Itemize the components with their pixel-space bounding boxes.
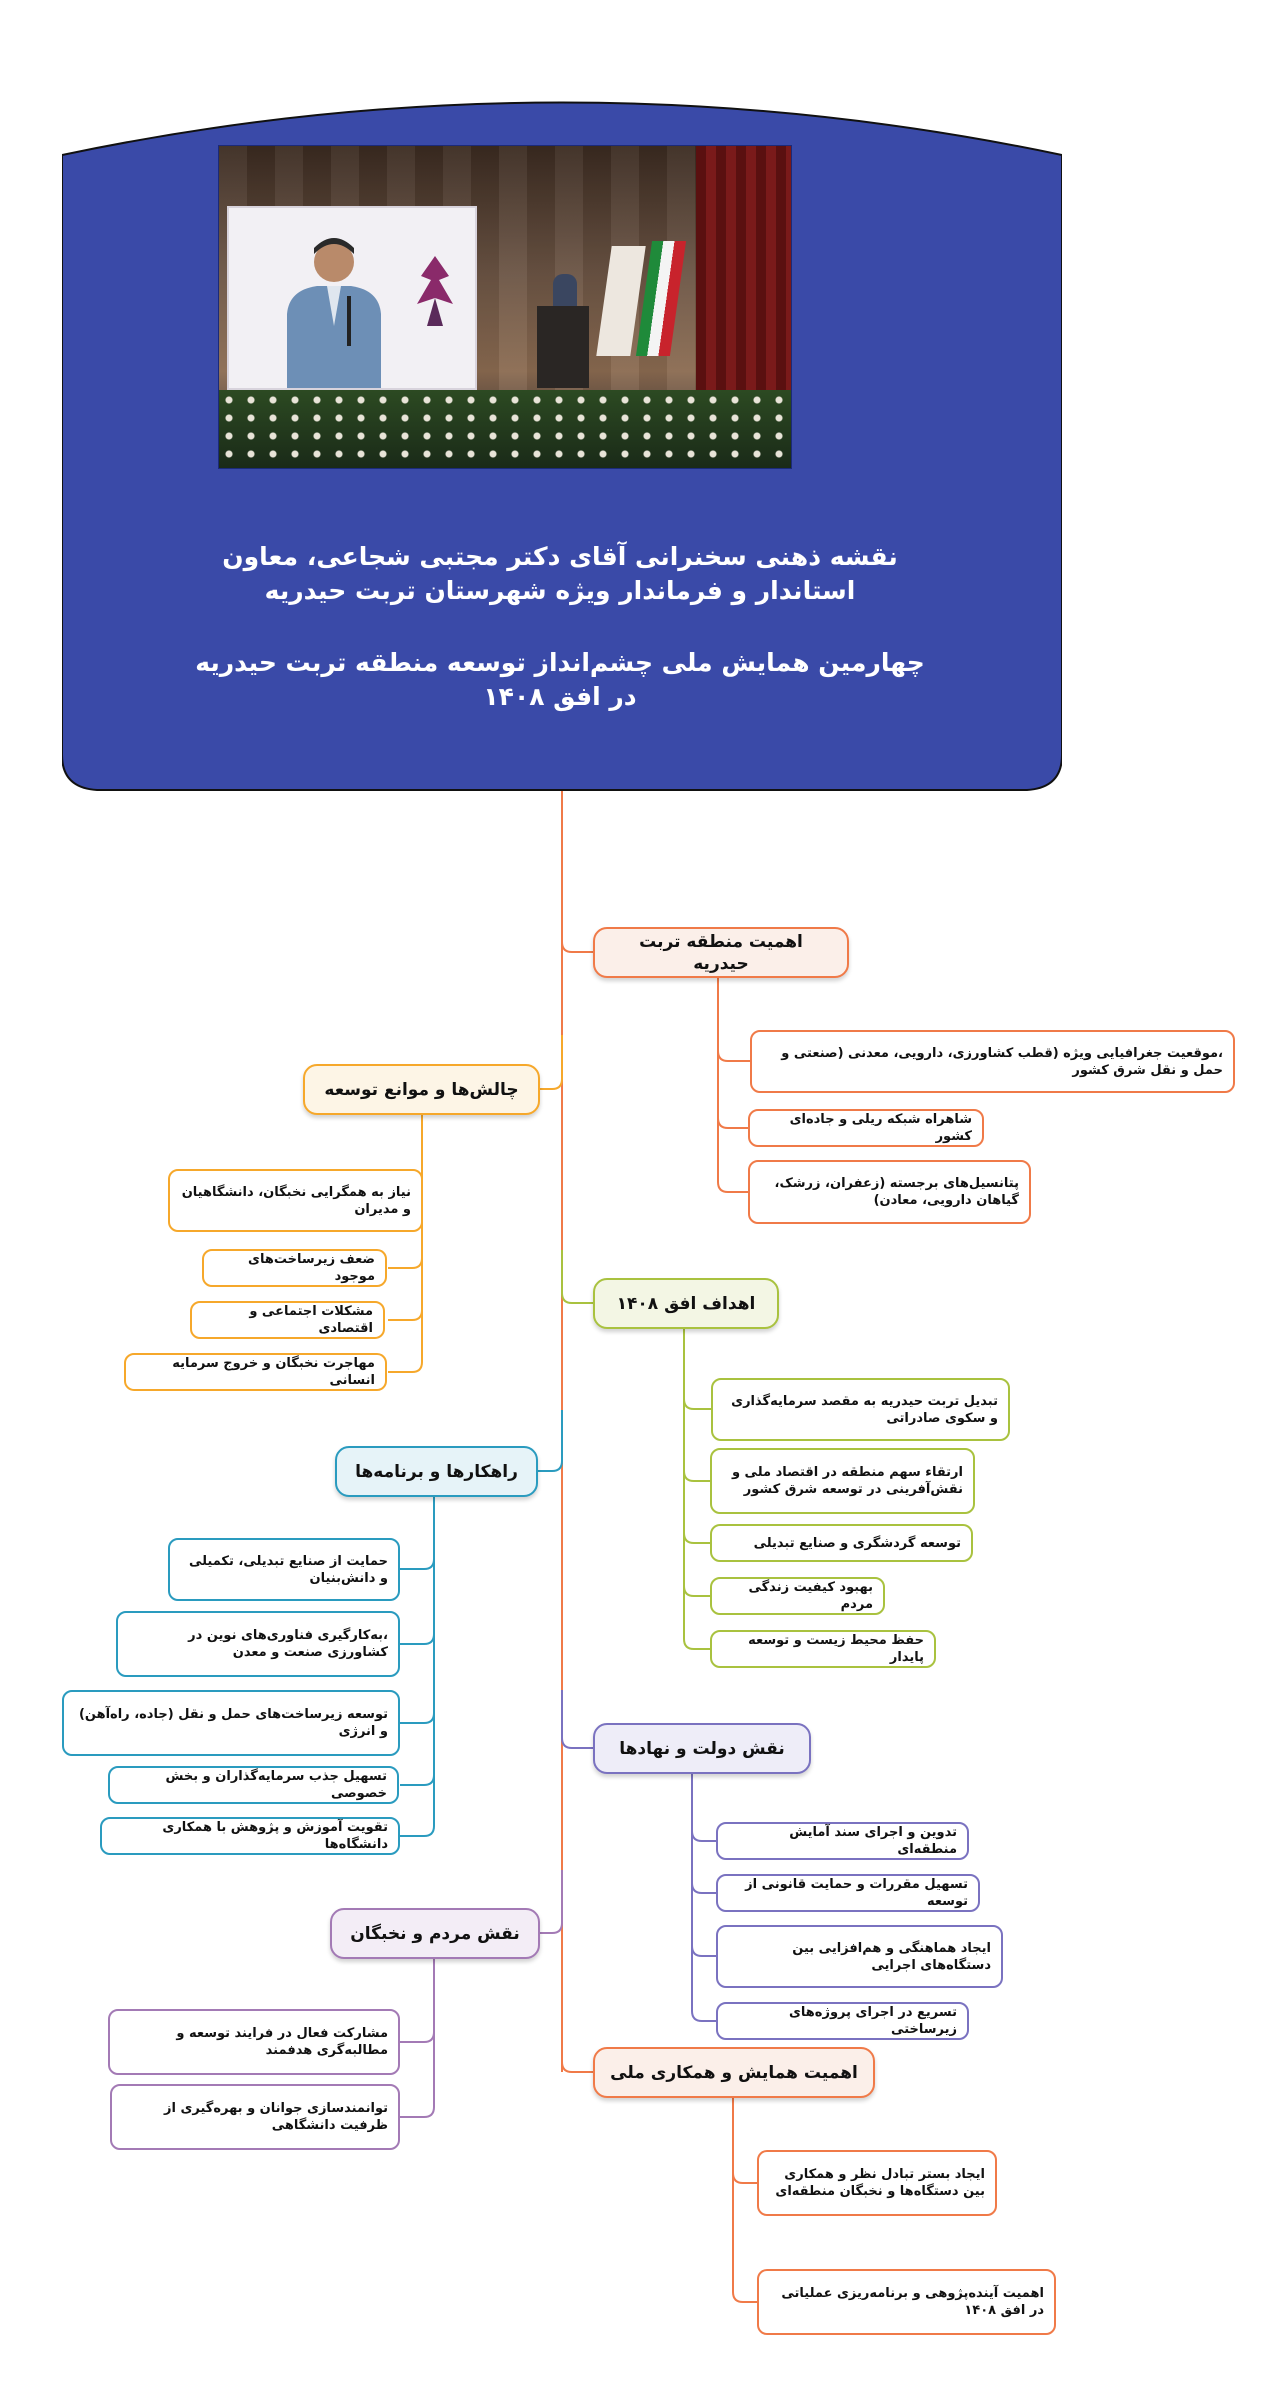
trunk-to-solutions (538, 1410, 562, 1471)
goals-connector (684, 1329, 711, 1481)
solutions-connector (400, 1497, 434, 1785)
trunk-to-people (540, 1870, 562, 1933)
branch-people: نقش مردم و نخبگان (330, 1908, 540, 1959)
government-connector (692, 1774, 716, 1956)
solutions-connector (400, 1497, 434, 1569)
goals-connector (684, 1329, 711, 1596)
projection-screen (227, 206, 477, 390)
challenges-item: مشکلات اجتماعی و اقتصادی (190, 1301, 385, 1339)
trunk-to-government (562, 1690, 593, 1748)
goals-item: بهبود کیفیت زندگی مردم (710, 1577, 885, 1615)
importance-connector (718, 978, 750, 1061)
government-connector (692, 1774, 716, 2021)
goals-item: حفظ محیط زیست و توسعه پایدار (710, 1630, 936, 1668)
government-connector (692, 1774, 716, 1893)
goals-connector (684, 1329, 711, 1409)
challenges-connector (388, 1115, 422, 1372)
government-item: تسهیل مقررات و حمایت قانونی از توسعه (716, 1874, 980, 1912)
solutions-connector (400, 1497, 434, 1723)
government-item: ایجاد هماهنگی و هم‌افزایی بین دستگاه‌های اجرایی (716, 1925, 1003, 1988)
speaker-photo (218, 145, 792, 469)
podium (537, 306, 589, 388)
title-line-conference: چهارمین همایش ملی چشم‌انداز توسعه منطقه تربت حیدریه در افق ۱۴۰۸ (195, 648, 925, 711)
trunk-to-challenges (540, 1035, 562, 1089)
people-item: توانمندسازی جوانان و بهره‌گیری از ظرفیت دانشگاهی (110, 2084, 400, 2150)
goals-item: تبدیل تربت حیدریه به مقصد سرمایه‌گذاری و سکوی صادراتی (711, 1378, 1010, 1441)
speaker-figure (279, 226, 389, 388)
government-item: تسریع در اجرای پروژه‌های زیرساختی (716, 2002, 969, 2040)
branch-conference: اهمیت همایش و همکاری ملی (593, 2047, 875, 2098)
page-title (190, 540, 930, 714)
challenges-item: مهاجرت نخبگان و خروج سرمایه انسانی (124, 1353, 387, 1391)
branch-solutions: راهکارها و برنامه‌ها (335, 1446, 538, 1497)
importance-item: شاهراه شبکه ریلی و جاده‌ای کشور (748, 1109, 984, 1147)
branch-importance: اهمیت منطقه تربت حیدریه (593, 927, 849, 978)
importance-connector (718, 978, 750, 1128)
title-line-speech: نقشه ذهنی سخنرانی آقای دکتر مجتبی شجاعی، معاون استاندار و فرماندار ویژه شهرستان تربت حیدریه (222, 542, 898, 605)
importance-item: ،موقعیت جغرافیایی ویژه (قطب کشاورزی، دارویی، معدنی (صنعتی و حمل و نقل شرق کشور (750, 1030, 1235, 1093)
conference-connector (733, 2098, 757, 2183)
goals-item: ارتقاء سهم منطقه در اقتصاد ملی و نقش‌آفرینی در توسعه شرق کشور (710, 1448, 975, 1514)
goals-connector (684, 1329, 711, 1649)
solutions-item: تسهیل جذب سرمایه‌گذاران و بخش خصوصی (108, 1766, 399, 1804)
branch-challenges: چالش‌ها و موانع توسعه (303, 1064, 540, 1115)
conference-item: اهمیت آینده‌پژوهی و برنامه‌ریزی عملیاتی در افق ۱۴۰۸ (757, 2269, 1056, 2335)
stage-flowers (219, 390, 791, 468)
solutions-item: توسعه زیرساخت‌های حمل و نقل (جاده، راه‌آهن) و انرژی (62, 1690, 400, 1756)
challenges-item: نیاز به همگرایی نخبگان، دانشگاهیان و مدیران (168, 1169, 423, 1232)
solutions-item: حمایت از صنایع تبدیلی، تکمیلی و دانش‌بنیان (168, 1538, 400, 1601)
solutions-item: ،به‌کارگیری فناوری‌های نوین در کشاورزی صنعت و معدن (116, 1611, 400, 1677)
importance-item: پتانسیل‌های برجسته (زعفران، زرشک، گیاهان دارویی، معادن) (748, 1160, 1031, 1224)
branch-government: نقش دولت و نهادها (593, 1723, 811, 1774)
conference-item: ایجاد بستر تبادل نظر و همکاری بین دستگاه‌ها و نخبگان منطقه‌ای (757, 2150, 997, 2216)
government-item: تدوین و اجرای سند آمایش منطقه‌ای (716, 1822, 969, 1860)
trunk-to-importance (562, 900, 593, 952)
solutions-item: تقویت آموزش و پژوهش با همکاری دانشگاه‌ها (100, 1817, 400, 1855)
speaker-at-podium (553, 274, 577, 308)
branch-goals: اهداف افق ۱۴۰۸ (593, 1278, 779, 1329)
government-connector (692, 1774, 716, 1841)
trunk-to-goals (562, 1250, 593, 1303)
solutions-connector (400, 1497, 434, 1644)
goals-item: توسعه گردشگری و صنایع تبدیلی (710, 1524, 973, 1562)
challenges-item: ضعف زیرساخت‌های موجود (202, 1249, 387, 1287)
people-connector (400, 1959, 434, 2117)
trunk-to-conference (562, 2020, 593, 2072)
university-logo (413, 246, 457, 346)
importance-connector (718, 978, 750, 1192)
goals-connector (684, 1329, 711, 1543)
people-item: مشارکت فعال در فرایند توسعه و مطالبه‌گری هدفمند (108, 2009, 400, 2075)
conference-connector (733, 2098, 757, 2302)
people-connector (400, 1959, 434, 2042)
